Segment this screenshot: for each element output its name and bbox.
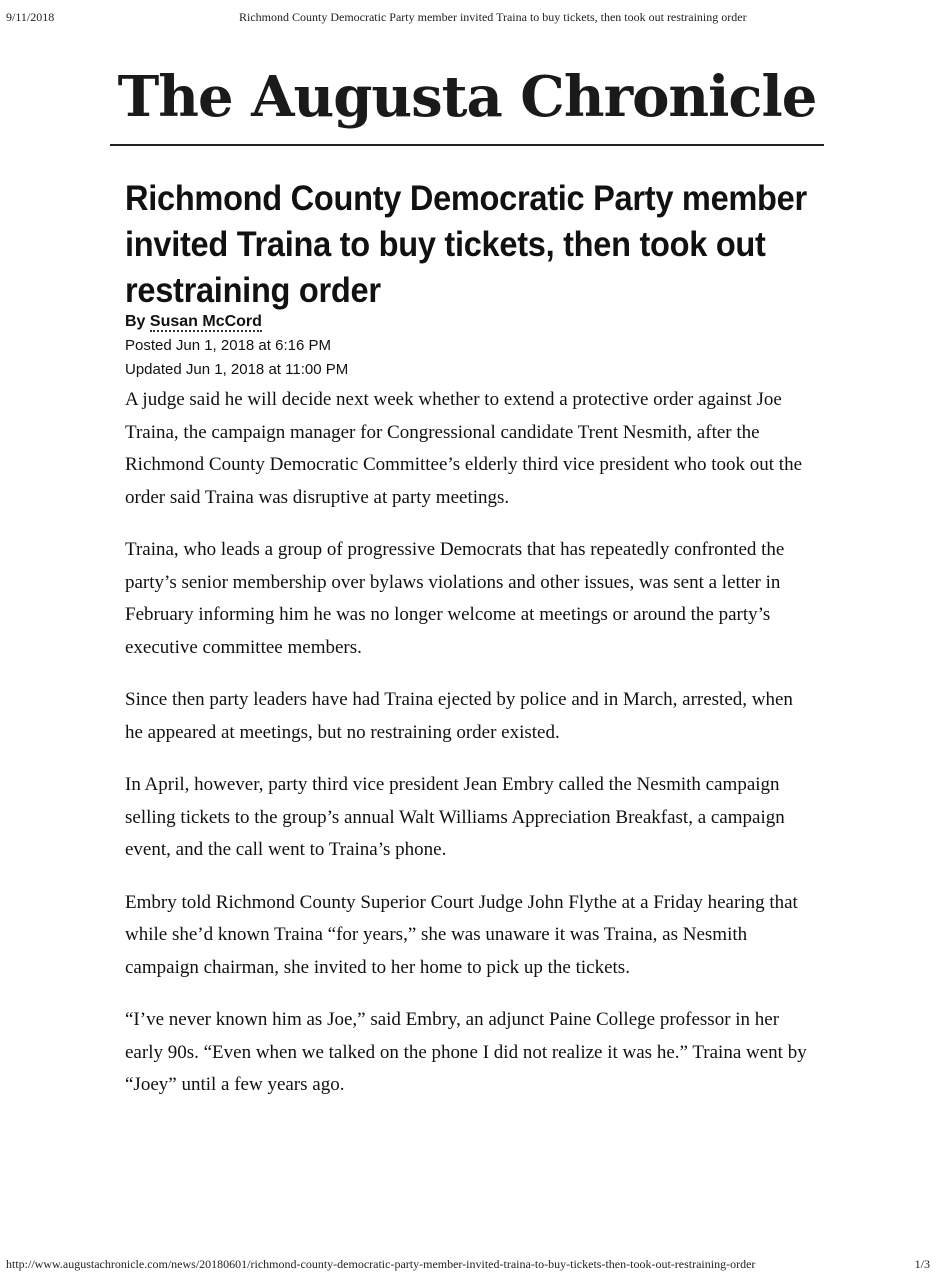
masthead-logo[interactable]: The Augusta Chronicle [117, 64, 817, 130]
article-paragraph: Traina, who leads a group of progressive Democrats that has repeatedly confronted the party’s senior membership over bylaws violations and other issues, was sent a letter in February informing him he was no longer welcome at meetings or around the party’s executive committee members. [125, 539, 785, 658]
print-page-number: 1/3 [914, 1257, 930, 1271]
print-page-title: Richmond County Democratic Party member invited Traina to buy tickets, then took out restraining order [239, 10, 747, 24]
posted-date: Posted Jun 1, 2018 at 6:16 PM [125, 337, 331, 354]
article-paragraph: A judge said he will decide next week whether to extend a protective order against Joe Traina, the campaign manager for Congressional candidate Trent Nesmith, after the Richmond County Democratic Committee’s elderly third vice president who took out the order said Traina was disruptive at party meetings. [125, 389, 803, 508]
masthead-divider [110, 144, 824, 146]
article-paragraph: Since then party leaders have had Traina ejected by police and in March, arrested, when he appeared at meetings, but no restraining order existed. [125, 689, 793, 743]
article-paragraph: In April, however, party third vice president Jean Embry called the Nesmith campaign selling tickets to the group’s annual Walt Williams Appreciation Breakfast, a campaign event, and the call went to Traina’s phone. [125, 774, 785, 860]
byline-prefix: By [125, 313, 146, 330]
print-url[interactable]: http://www.augustachronicle.com/news/20180601/richmond-county-democratic-party-member-invited-traina-to-buy-tickets-then-took-out-restraining-order [6, 1257, 756, 1271]
author-link[interactable]: Susan McCord [149, 313, 262, 330]
article-body [125, 384, 815, 1102]
article [125, 176, 815, 1122]
article-headline: Richmond County Democratic Party member invited Traina to buy tickets, then took out restraining order [125, 179, 807, 310]
print-header [0, 10, 950, 28]
updated-date: Updated Jun 1, 2018 at 11:00 PM [125, 361, 349, 378]
article-paragraph: Embry told Richmond County Superior Court Judge John Flythe at a Friday hearing that while she’d known Traina “for years,” she was unaware it was Traina, as Nesmith campaign chairman, she invited to her home to pick up the tickets. [125, 891, 798, 978]
article-paragraph: “I’ve never known him as Joe,” said Embry, an adjunct Paine College professor in her early 90s. “Even when we talked on the phone I did not realize it was he.” Traina went by “Joey” until a few years ago. [125, 1009, 807, 1095]
print-footer [0, 1257, 950, 1275]
print-date: 9/11/2018 [6, 10, 55, 24]
